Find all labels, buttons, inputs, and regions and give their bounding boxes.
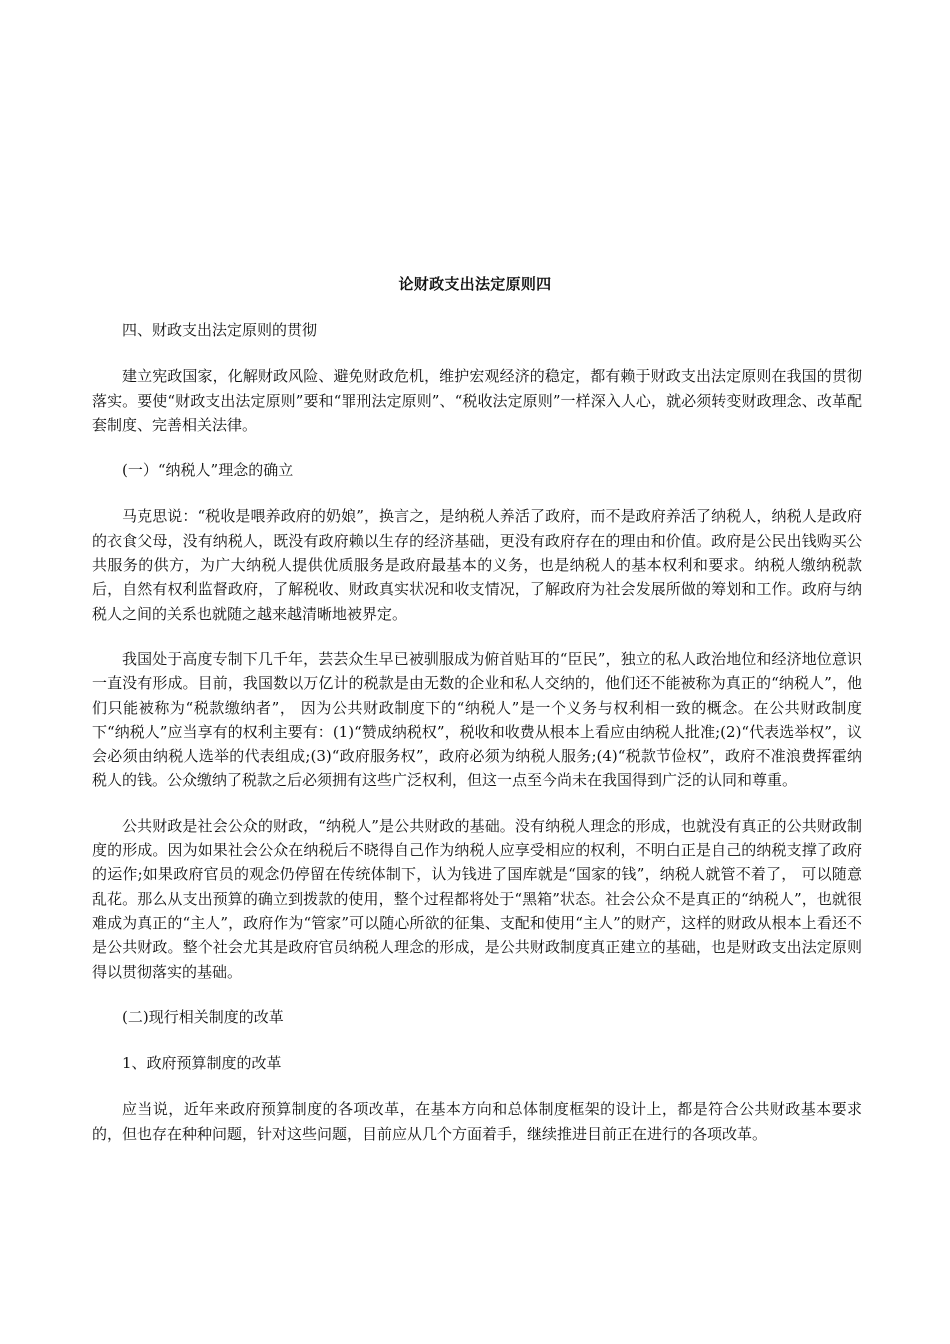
- subsection-heading: (二)现行相关制度的改革: [122, 1007, 284, 1026]
- subsection-heading: 1、政府预算制度的改革: [122, 1054, 282, 1073]
- document-body: [92, 318, 862, 1167]
- subsection-heading: (一）“纳税人”理念的确立: [122, 461, 294, 480]
- paragraph: 马克思说：“税收是喂养政府的奶娘”，换言之，是纳税人养活了政府，而不是政府养活了纳税人，纳税人是政府的衣食父母，没有纳税人，既没有政府赖以生存的经济基础，更没有政府存在的理由和价值。政府是公民出钱购买公共服务的供方，为广大纳税人提供优质服务是政府最基本的义务，也是纳税人的基本权利和要求。纳税人缴纳税款后，自然有权利监督政府，了解税收、财政真实状况和收支情况，了解政府为社会发展所做的筹划和工作。政府与纳税人之间的关系也就随之越来越清晰地被界定。: [92, 507, 862, 623]
- paragraph: 建立宪政国家，化解财政风险、避免财政危机，维护宏观经济的稳定，都有赖于财政支出法定原则在我国的贯彻落实。要使“财政支出法定原则”要和“罪刑法定原则”、“税收法定原则”一样深入人心，就必须转变财政理念、改革配套制度、完善相关法律。: [92, 367, 862, 434]
- paragraph: 应当说，近年来政府预算制度的各项改革，在基本方向和总体制度框架的设计上，都是符合公共财政基本要求的，但也存在种种问题，针对这些问题，目前应从几个方面着手，继续推进目前正在进行的各项改革。: [92, 1100, 862, 1143]
- paragraph: 公共财政是社会公众的财政，“纳税人”是公共财政的基础。没有纳税人理念的形成，也就没有真正的公共财政制度的形成。因为如果社会公众在纳税后不晓得自己作为纳税人应享受相应的权利，不明白正是自己的纳税支撑了政府的运作;如果政府官员的观念仍停留在传统体制下，认为钱进了国库就是“国家的钱”，纳税人就管不着了， 可以随意乱花。那么从支出预算的确立到拨款的使用，整个过程都将处于“黑箱”状态。社会公众不是真正的“纳税人”，也就很难成为真正的“主人”，政府作为“管家”可以随心所欲的征集、支配和使用“主人”的财产，这样的财政从根本上看还不是公共财政。整个社会尤其是政府官员纳税人理念的形成，是公共财政制度真正建立的基础，也是财政支出法定原则得以贯彻落实的基础。: [92, 816, 862, 981]
- paragraph: 我国处于高度专制下几千年，芸芸众生早已被驯服成为俯首贴耳的“臣民”，独立的私人政治地位和经济地位意识一直没有形成。目前，我国数以万亿计的税款是由无数的企业和私人交纳的，他们还不能被称为真正的“纳税人”，他们只能被称为“税款缴纳者”， 因为公共财政制度下的“纳税人”是一个义务与权利相一致的概念。在公共财政制度下“纳税人”应当享有的权利主要有：(1)“赞成纳税权”，税收和收费从根本上看应由纳税人批准;(2)“代表选举权”，议会必须由纳税人选举的代表组成;(3)“政府服务权”，政府必须为纳税人服务;(4)“税款节俭权”，政府不准浪费挥霍纳税人的钱。公众缴纳了税款之后必须拥有这些广泛权利，但这一点至今尚未在我国得到广泛的认同和尊重。: [92, 649, 862, 790]
- document-title: 论财政支出法定原则四: [398, 275, 552, 293]
- section-heading: 四、财政支出法定原则的贯彻: [122, 321, 318, 339]
